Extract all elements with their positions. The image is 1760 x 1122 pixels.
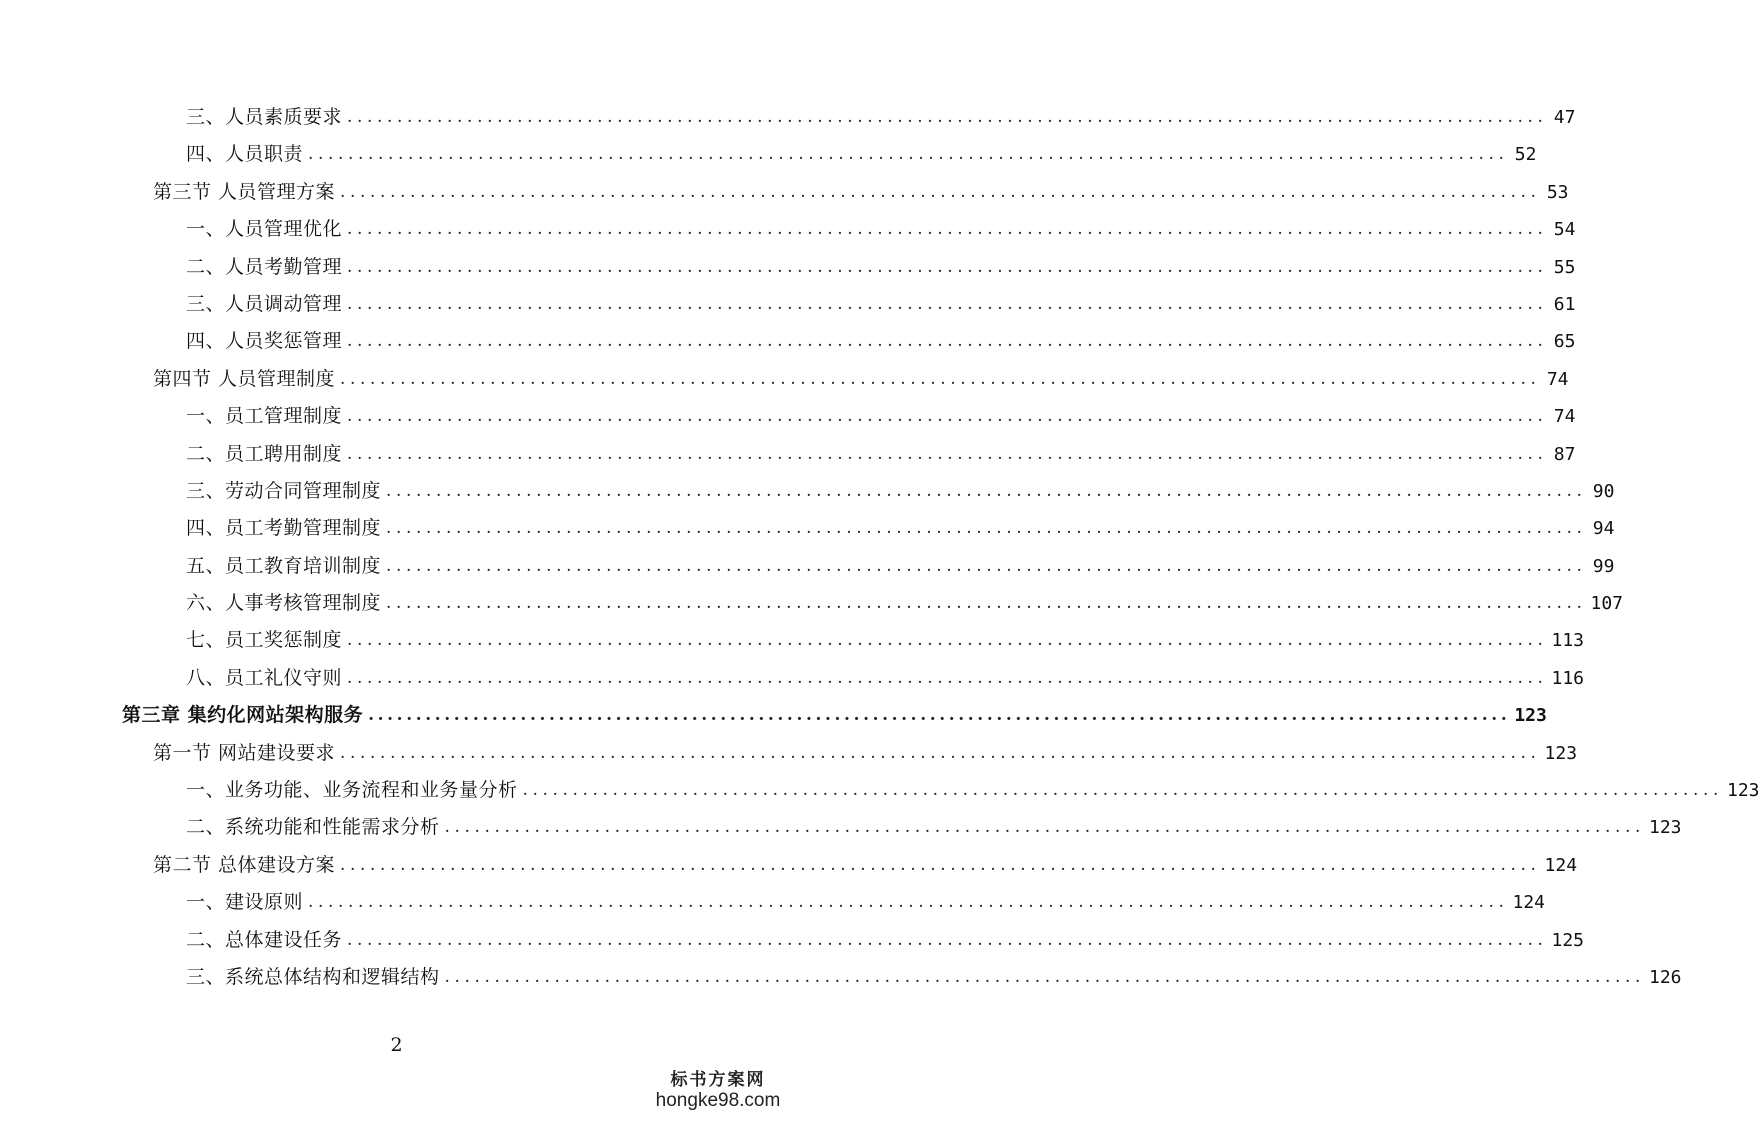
toc-dot-leader: ........................................................................................................................ [347, 293, 1548, 314]
toc-entry-page: 87 [1553, 443, 1576, 465]
toc-entry[interactable] [153, 361, 1569, 398]
toc-dot-leader: ........................................................................................................................ [444, 966, 1645, 987]
toc-entry-title: 三、劳动合同管理制度 [186, 479, 382, 502]
toc-entry-page: 123 [1726, 780, 1760, 802]
page-number: 2 [390, 1034, 403, 1056]
toc-entry-title: 一、业务功能、业务流程和业务量分析 [186, 779, 518, 802]
toc-dot-leader: ........................................................................................................................ [386, 555, 1587, 576]
toc-entry[interactable] [186, 436, 1576, 473]
toc-entry-page: 124 [1512, 892, 1545, 914]
toc-entry[interactable] [186, 809, 1682, 846]
toc-dot-leader: ........................................................................................................................ [347, 256, 1548, 277]
toc-entry[interactable] [186, 622, 1584, 659]
toc-dot-leader: ........................................................................................................................ [340, 742, 1541, 763]
toc-entry-page: 52 [1514, 144, 1537, 166]
toc-entry-title: 一、建设原则 [186, 891, 304, 914]
toc-entry[interactable] [186, 249, 1576, 286]
toc-dot-leader: ........................................................................................................................ [522, 780, 1723, 801]
toc-entry-page: 61 [1553, 293, 1576, 315]
toc-entry[interactable] [186, 884, 1545, 921]
toc-entry-page: 54 [1553, 219, 1576, 241]
toc-entry-page: 55 [1553, 256, 1576, 278]
toc-entry-title: 三、系统总体结构和逻辑结构 [186, 965, 440, 988]
toc-dot-leader: ........................................................................................................................ [308, 892, 1509, 913]
toc-entry[interactable] [186, 473, 1615, 510]
toc-entry-page: 126 [1648, 966, 1682, 988]
toc-entry-title: 第一节 网站建设要求 [153, 741, 336, 764]
toc-dot-leader: ........................................................................................................................ [347, 106, 1548, 127]
toc-entry-page: 125 [1551, 929, 1584, 951]
toc-entry[interactable] [186, 772, 1760, 809]
toc-entry-title: 一、人员管理优化 [186, 218, 343, 241]
toc-entry-title: 五、员工教育培训制度 [186, 554, 382, 577]
toc-entry[interactable] [186, 922, 1584, 959]
toc-entry-page: 94 [1592, 518, 1615, 540]
toc-entry[interactable] [186, 585, 1623, 622]
toc-entry-title: 四、人员职责 [186, 143, 304, 166]
toc-entry-title: 二、总体建设任务 [186, 928, 343, 951]
toc-dot-leader: ........................................................................................................................ [347, 929, 1548, 950]
toc-entry-page: 74 [1546, 368, 1569, 390]
toc-entry-page: 107 [1590, 593, 1623, 615]
toc-entry-page: 90 [1592, 480, 1615, 502]
toc-entry[interactable] [186, 398, 1576, 435]
toc-entry-title: 四、员工考勤管理制度 [186, 517, 382, 540]
toc-dot-leader: ........................................................................................................................ [386, 480, 1587, 501]
toc-entry[interactable] [186, 660, 1584, 697]
toc-entry-title: 第三节 人员管理方案 [153, 180, 336, 203]
watermark-title: 标书方案网 [670, 1070, 766, 1090]
toc-dot-leader: ........................................................................................................................ [347, 630, 1548, 651]
toc-entry-title: 三、人员调动管理 [186, 292, 343, 315]
toc-dot-leader: ........................................................................................................................ [347, 406, 1548, 427]
toc-entry[interactable] [186, 136, 1537, 173]
watermark [648, 1072, 788, 1110]
toc-entry-title: 第三章 集约化网站架构服务 [122, 704, 364, 727]
toc-entry-page: 47 [1553, 106, 1576, 128]
toc-entry-title: 八、员工礼仪守则 [186, 666, 343, 689]
toc-dot-leader: ........................................................................................................................ [347, 443, 1548, 464]
toc-entry[interactable] [186, 211, 1576, 248]
toc-entry-page: 65 [1553, 331, 1576, 353]
toc-entry-page: 123 [1514, 705, 1547, 727]
toc-entry-title: 二、系统功能和性能需求分析 [186, 816, 440, 839]
toc-dot-leader: ........................................................................................................................ [347, 667, 1548, 688]
toc-dot-leader: ........................................................................................................................ [347, 331, 1548, 352]
toc-entry[interactable] [186, 959, 1682, 996]
toc-entry[interactable] [186, 323, 1576, 360]
toc-entry[interactable] [186, 286, 1576, 323]
toc-dot-leader: ........................................................................................................................ [444, 817, 1645, 838]
toc-entry-page: 116 [1551, 667, 1584, 689]
toc-entry-page: 123 [1648, 817, 1682, 839]
toc-entry-page: 113 [1551, 630, 1584, 652]
toc-entry[interactable] [186, 510, 1615, 547]
toc-dot-leader: ........................................................................................................................ [340, 368, 1541, 389]
toc-entry[interactable] [153, 735, 1578, 772]
toc-dot-leader: ........................................................................................................................ [347, 219, 1548, 240]
toc-dot-leader: ........................................................................................................................ [308, 144, 1509, 165]
toc-dot-leader: ........................................................................................................................ [340, 181, 1541, 202]
toc-dot-leader: ........................................................................................................................ [368, 705, 1511, 726]
toc-entry[interactable] [186, 99, 1576, 136]
toc-entry-title: 第二节 总体建设方案 [153, 853, 336, 876]
toc-entry-title: 七、员工奖惩制度 [186, 629, 343, 652]
toc-dot-leader: ........................................................................................................................ [386, 593, 1587, 614]
toc-entry-page: 124 [1544, 854, 1578, 876]
toc-entry-title: 第四节 人员管理制度 [153, 367, 336, 390]
toc-entry[interactable] [186, 548, 1615, 585]
toc-entry-title: 一、员工管理制度 [186, 405, 343, 428]
toc-entry-title: 六、人事考核管理制度 [186, 592, 382, 615]
toc-entry-title: 二、人员考勤管理 [186, 255, 343, 278]
table-of-contents [0, 99, 1760, 996]
toc-entry-title: 三、人员素质要求 [186, 105, 343, 128]
toc-entry-title: 四、人员奖惩管理 [186, 330, 343, 353]
toc-entry-page: 53 [1546, 181, 1569, 203]
toc-entry[interactable] [122, 697, 1547, 734]
toc-dot-leader: ........................................................................................................................ [386, 518, 1587, 539]
toc-entry-page: 123 [1544, 742, 1578, 764]
toc-entry[interactable] [153, 174, 1569, 211]
toc-entry-page: 74 [1553, 406, 1576, 428]
watermark-url: hongke98.com [655, 1090, 781, 1111]
toc-entry-page: 99 [1592, 555, 1615, 577]
toc-entry[interactable] [153, 847, 1578, 884]
toc-dot-leader: ........................................................................................................................ [340, 854, 1541, 875]
toc-entry-title: 二、员工聘用制度 [186, 442, 343, 465]
